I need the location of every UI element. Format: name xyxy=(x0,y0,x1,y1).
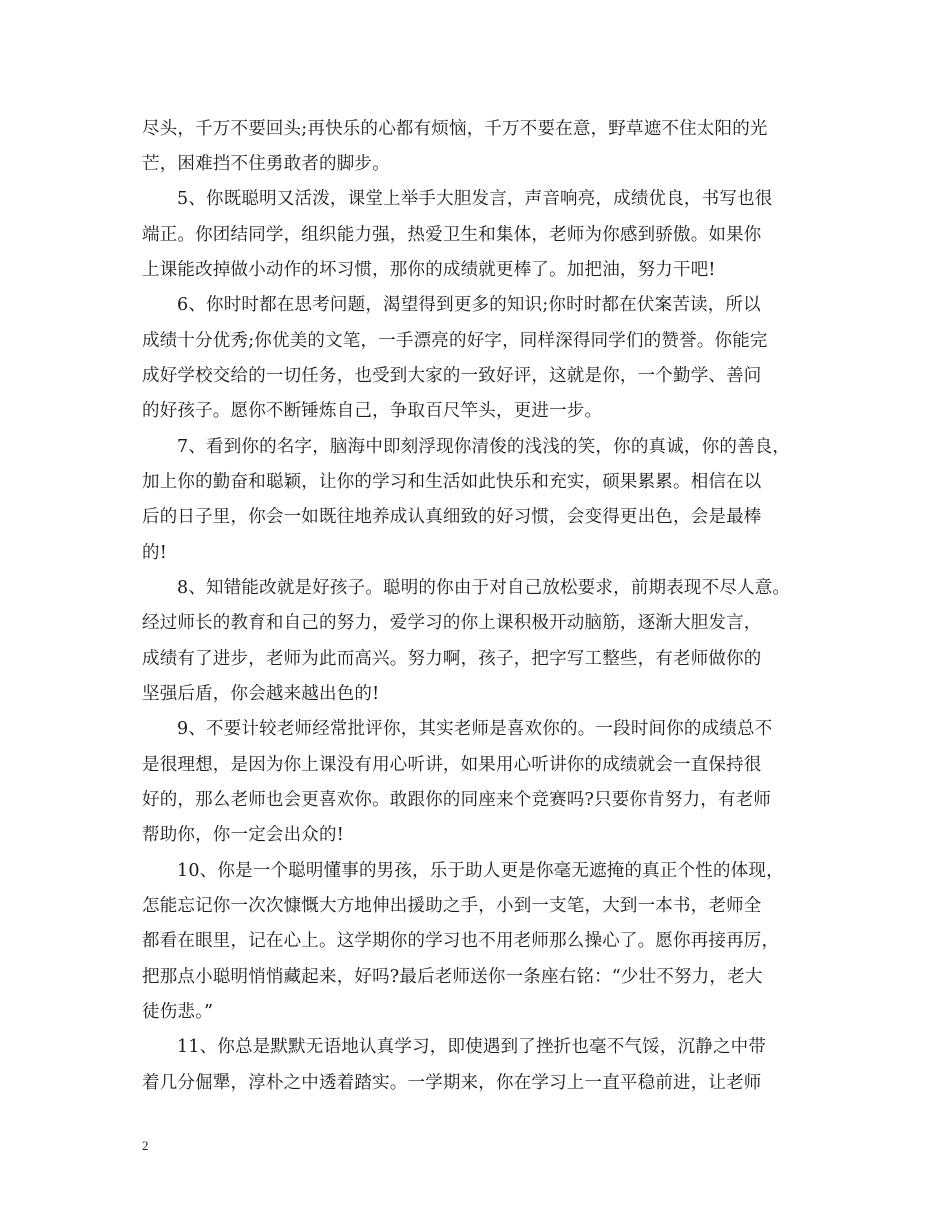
text-line: 帮助你，你一定会出众的! xyxy=(142,825,344,845)
page-number: 2 xyxy=(142,1138,149,1153)
text-line: 上课能改掉做小动作的坏习惯，那你的成绩就更棒了。加把油，努力干吧! xyxy=(142,260,716,280)
text-line: 的好孩子。愿你不断锤炼自己，争取百尺竿头，更进一步。 xyxy=(142,401,603,421)
text-line: 5、你既聪明又活泼，课堂上举手大胆发言，声音响亮，成绩优良，书写也很 xyxy=(177,189,773,209)
text-line: 坚强后盾，你会越来越出色的! xyxy=(142,684,380,704)
text-line: 加上你的勤奋和聪颖，让你的学习和生活如此快乐和充实，硕果累累。相信在以 xyxy=(142,472,762,492)
text-line: 着几分倔犟，淳朴之中透着踏实。一学期来，你在学习上一直平稳前进，让老师 xyxy=(142,1073,762,1093)
text-line: 芒，困难挡不住勇敢者的脚步。 xyxy=(142,154,390,174)
text-line: 9、不要计较老师经常批评你，其实老师是喜欢你的。一段时间你的成绩总不 xyxy=(177,719,773,739)
text-line: 好的，那么老师也会更喜欢你。敢跟你的同座来个竞赛吗?只要你肯努力，有老师 xyxy=(142,790,772,810)
text-line: 端正。你团结同学，组织能力强，热爱卫生和集体，老师为你感到骄傲。如果你 xyxy=(142,225,762,245)
text-line: 10、你是一个聪明懂事的男孩，乐于助人更是你毫无遮掩的真正个性的体现， xyxy=(177,861,784,881)
text-line: 6、你时时都在思考问题，渴望得到更多的知识;你时时都在伏案苦读，所以 xyxy=(177,295,761,315)
text-line: 把那点小聪明悄悄藏起来，好吗?最后老师送你一条座右铭：“少壮不努力，老大 xyxy=(142,967,763,987)
text-line: 的! xyxy=(142,543,167,563)
text-line: 7、看到你的名字，脑海中即刻浮现你清俊的浅浅的笑，你的真诚，你的善良， xyxy=(177,437,791,457)
text-line: 后的日子里，你会一如既往地养成认真细致的好习惯，会变得更出色，会是最棒 xyxy=(142,507,762,527)
text-line: 徒伤悲。” xyxy=(142,1002,214,1022)
text-line: 是很理想，是因为你上课没有用心听讲，如果用心听讲你的成绩就会一直保持很 xyxy=(142,755,762,775)
text-line: 成好学校交给的一切任务，也受到大家的一致好评，这就是你，一个勤学、善问 xyxy=(142,366,762,386)
text-line: 怎能忘记你一次次慷慨大方地伸出援助之手，小到一支笔，大到一本书，老师全 xyxy=(142,896,762,916)
text-line: 8、知错能改就是好孩子。聪明的你由于对自己放松要求，前期表现不尽人意。 xyxy=(177,578,791,598)
text-line: 都看在眼里，记在心上。这学期你的学习也不用老师那么操心了。愿你再接再厉， xyxy=(142,931,780,951)
text-line: 成绩有了进步，老师为此而高兴。努力啊，孩子，把字写工整些，有老师做你的 xyxy=(142,649,762,669)
text-line: 尽头，千万不要回头;再快乐的心都有烦恼，千万不要在意，野草遮不住太阳的光 xyxy=(142,119,768,139)
text-line: 11、你总是默默无语地认真学习，即使遇到了挫折也毫不气馁，沉静之中带 xyxy=(177,1037,767,1057)
text-line: 经过师长的教育和自己的努力，爱学习的你上课积极开动脑筋，逐渐大胆发言， xyxy=(142,613,762,633)
text-line: 成绩十分优秀;你优美的文笔，一手漂亮的好字，同样深得同学们的赞誉。你能完 xyxy=(142,331,768,351)
